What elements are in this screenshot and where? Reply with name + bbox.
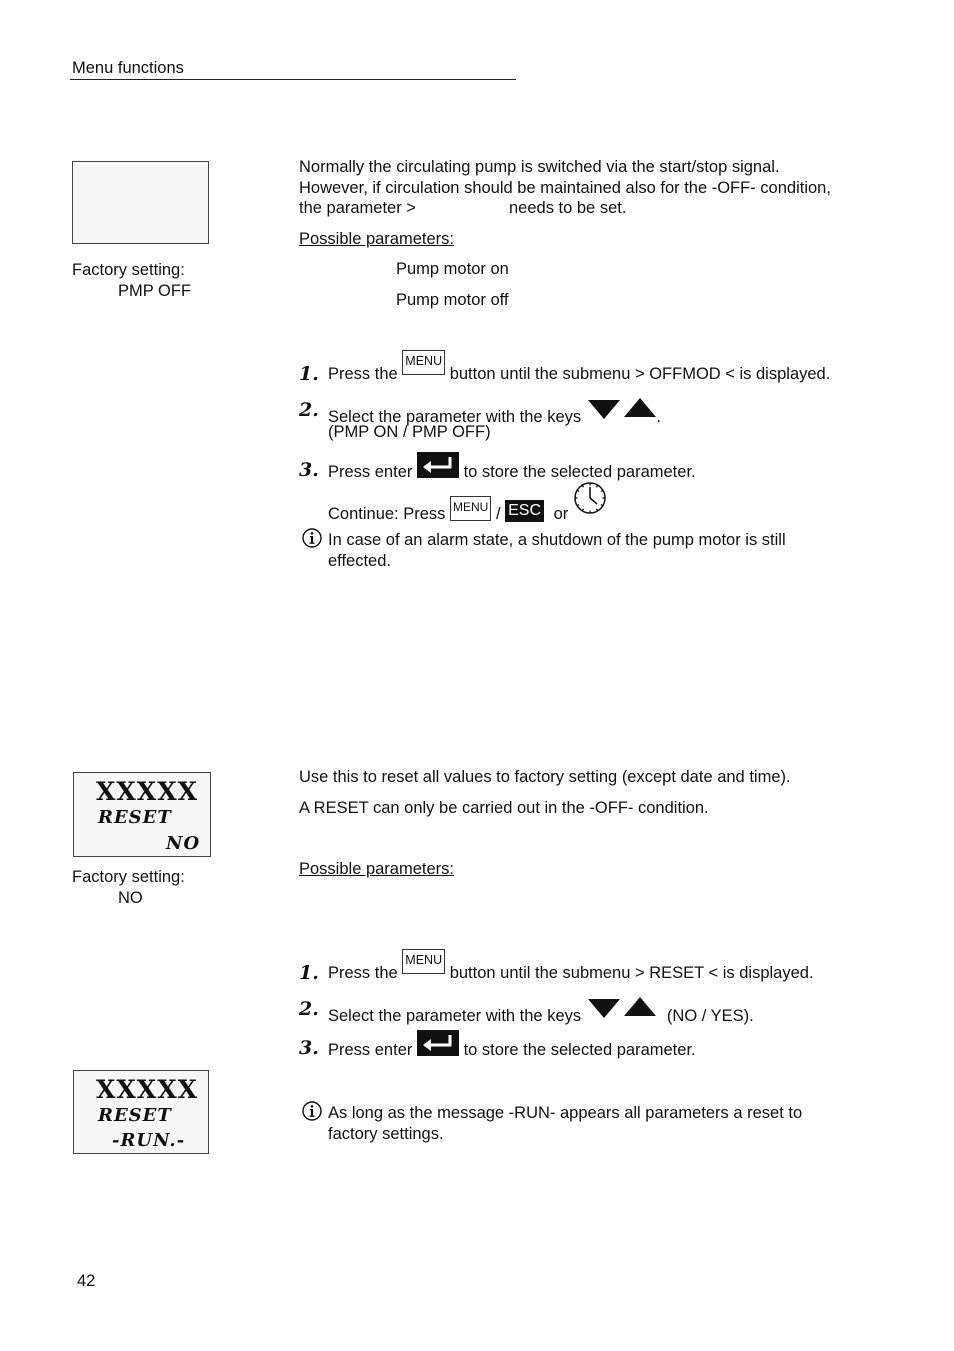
menu-key-icon: MENU <box>450 496 491 521</box>
esc-key-icon: ESC <box>505 500 544 522</box>
step-3-text-a: Press enter <box>328 1041 413 1059</box>
arrow-up-key-icon <box>624 997 656 1016</box>
step-1-text-a: Press the <box>328 365 398 383</box>
continue-or: or <box>553 505 569 523</box>
enter-key-icon <box>417 1030 459 1056</box>
lcd-line-1: XXXXX <box>96 777 198 806</box>
lcd-display-offmod <box>72 161 209 244</box>
menu-key-icon: MENU <box>402 949 445 974</box>
intro-line-2: A RESET can only be carried out in the -OFF- condition. <box>299 799 709 817</box>
info-icon <box>302 1101 322 1121</box>
step-3-text-b: to store the selected parameter. <box>463 1041 696 1059</box>
step-3-text-b: to store the selected parameter. <box>463 463 696 481</box>
continue-line <box>328 481 607 525</box>
possible-parameters-label: Possible parameters: <box>299 230 454 248</box>
step-1 <box>328 350 830 385</box>
step-2-number: 2. <box>299 399 319 421</box>
step-3 <box>328 452 696 483</box>
arrow-down-key-icon <box>588 999 620 1018</box>
arrow-up-key-icon <box>624 398 656 417</box>
factory-setting-value: NO <box>118 889 143 907</box>
factory-setting-label: Factory setting: <box>72 261 185 279</box>
factory-setting-label: Factory setting: <box>72 868 185 886</box>
step-2-options: (PMP ON / PMP OFF) <box>328 423 491 441</box>
step-3 <box>328 1030 696 1061</box>
clock-key-icon <box>573 481 607 515</box>
lcd-display-reset <box>73 772 211 857</box>
step-1-text-b: button until the submenu > OFFMOD < is displayed. <box>449 365 831 383</box>
step-1-number: 1. <box>299 962 319 984</box>
note-line-1: In case of an alarm state, a shutdown of the pump motor is still <box>328 531 786 549</box>
step-1 <box>328 949 814 984</box>
possible-parameters-label: Possible parameters: <box>299 860 454 878</box>
lcd-line-3: NO <box>166 833 201 854</box>
step-3-text-a: Press enter <box>328 463 413 481</box>
factory-setting-value: PMP OFF <box>118 282 192 300</box>
param-pump-off: Pump motor off <box>396 291 509 309</box>
arrow-down-key-icon <box>588 400 620 419</box>
step-1-number: 1. <box>299 363 319 385</box>
step-1-text-b: button until the submenu > RESET < is displayed. <box>449 964 814 982</box>
intro-line-3b: needs to be set. <box>509 199 627 217</box>
continue-text: Continue: Press <box>328 505 446 523</box>
intro-line-3a: the parameter > <box>299 199 416 217</box>
param-pump-on: Pump motor on <box>396 260 509 278</box>
step-2-text-a: Select the parameter with the keys <box>328 1007 582 1025</box>
page-header: Menu functions <box>72 59 184 77</box>
info-icon <box>302 528 322 548</box>
step-2 <box>328 997 754 1027</box>
lcd-line-3: -RUN.- <box>112 1130 186 1151</box>
lcd-display-reset-run <box>73 1070 209 1154</box>
note-line-2: effected. <box>328 552 391 570</box>
step-1-text-a: Press the <box>328 964 398 982</box>
intro-line-1: Normally the circulating pump is switched via the start/stop signal. <box>299 158 780 176</box>
step-3-number: 3. <box>299 459 319 481</box>
intro-line-1: Use this to reset all values to factory setting (except date and time). <box>299 768 791 786</box>
enter-key-icon <box>417 452 459 478</box>
note-line-1: As long as the message -RUN- appears all parameters a reset to <box>328 1104 803 1122</box>
step-2-text-a: Select the parameter with the keys <box>328 408 582 426</box>
step-2-options: (NO / YES). <box>666 1007 754 1025</box>
step-3-number: 3. <box>299 1037 319 1059</box>
lcd-line-1: XXXXX <box>96 1075 198 1104</box>
lcd-line-2: RESET <box>98 807 172 828</box>
menu-key-icon: MENU <box>402 350 445 375</box>
header-rule <box>70 79 516 80</box>
note-line-2: factory settings. <box>328 1125 444 1143</box>
page-number: 42 <box>77 1272 96 1290</box>
step-2-number: 2. <box>299 998 319 1020</box>
step-2-dot: . <box>656 408 661 426</box>
continue-separator: / <box>495 505 501 523</box>
intro-line-2: However, if circulation should be maintained also for the -OFF- condition, <box>299 179 831 197</box>
lcd-line-2: RESET <box>98 1105 172 1126</box>
